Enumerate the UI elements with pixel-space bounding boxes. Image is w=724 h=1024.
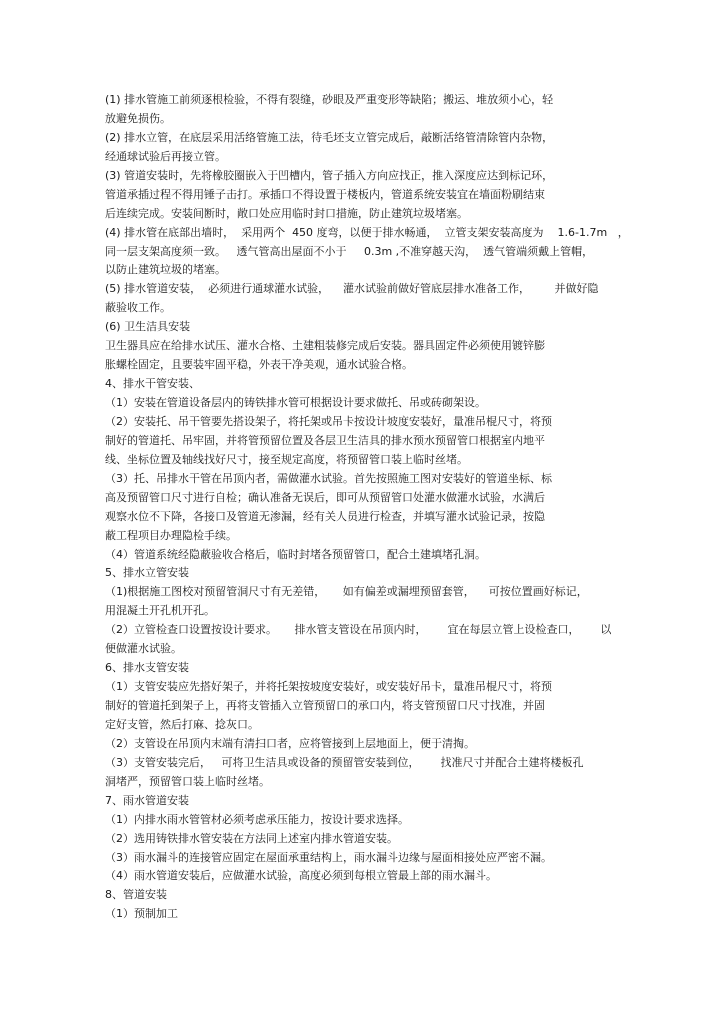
text-line: （2）安装托、吊干管要先搭设架子，将托架或吊卡按设计坡度安装好，量准吊棍尺寸，将预	[105, 414, 552, 428]
text-line: 用混凝土开孔机开孔。	[105, 604, 215, 618]
text-line: （2）立管检查口设置按设计要求。 排水管支管设在吊顶内时， 宜在每层立管上设检查口， 以	[105, 623, 612, 637]
document-body	[105, 91, 665, 924]
text-line: 制好的管道托、吊牢固，并将管预留位置及各层卫生洁具的排水预水预留管口根据室内地平	[105, 433, 545, 447]
text-line: (1) 排水管施工前须逐根检验，不得有裂缝，砂眼及严重变形等缺陷；搬运、堆放须小心，轻	[105, 93, 554, 106]
text-line: (5) 排水管道安装， 必须进行通球灌水试验， 灌水试验前做好管底层排水准备工作， 并做好隐	[105, 282, 599, 296]
text-line: 洞堵严，预留管口装上临时丝堵。	[105, 774, 270, 788]
text-line: (6) 卫生洁具安装	[105, 320, 191, 334]
text-line: （1）安装在管道设备层内的铸铁排水管可根据设计要求做托、吊或砖砌架设。	[105, 396, 486, 409]
text-line: （3）托、吊排水干管在吊顶内者，需做灌水试验。首先按照施工图对安装好的管道坐标、标	[105, 471, 552, 485]
text-line: （1）内排水雨水管管材必须考虑承压能力，按设计要求选择。	[105, 812, 409, 826]
text-line: 5、排水立管安装	[105, 566, 189, 580]
text-line: (2) 排水立管，在底层采用活络管施工法，待毛坯支立管完成后，敲断活络管清除管内杂物，	[105, 130, 554, 144]
text-line: 蔽工程项目办理隐检手续。	[105, 528, 237, 542]
text-line: 定好支管，然后打麻、捻灰口。	[105, 717, 259, 731]
text-line: 放避免损伤。	[105, 111, 171, 125]
text-line: 后连续完成。安装间断时，敞口处应用临时封口措施，防止建筑垃圾堵塞。	[105, 206, 468, 220]
text-line: (4) 排水管在底部出墙时， 采用两个 450 度弯，以便于排水畅通， 立管支架安装高度为 1.6-1.7m ，	[105, 225, 629, 239]
text-line: 观察水位不下降，各接口及管道无渗漏，经有关人员进行检查，并填写灌水试验记录，按隐	[105, 509, 545, 523]
text-line: (3) 管道安装时，先将橡胶圈嵌入于凹槽内，管子插入方向应找正，推入深度应达到标记环，	[105, 168, 554, 182]
text-line: 卫生器具应在给排水试压、灌水合格、土建粗装修完成后安装。器具固定件必须使用镀锌膨	[105, 339, 545, 353]
text-line: （1)根据施工图校对预留管洞尺寸有无差错， 如有偏差或漏埋预留套管， 可按位置画好标记，	[105, 585, 588, 599]
text-line: 便做灌水试验。	[105, 642, 182, 656]
text-line: 高及预留管口尺寸进行自检；确认准备无误后，即可从预留管口处灌水做灌水试验，水满后	[105, 490, 545, 504]
text-line: 胀螺栓固定，且要装牢固平稳，外表干净美观，通水试验合格。	[105, 358, 413, 372]
text-line: 7、雨水管道安装	[105, 793, 189, 807]
text-line: 6、排水支管安装	[105, 661, 189, 675]
text-line: （1）支管安装应先搭好架子，并将托架按坡度安装好，或安装好吊卡，量准吊棍尺寸，将预	[105, 680, 552, 694]
text-line: （3）支管安装完后， 可将卫生洁具或设备的预留管安装到位， 找准尺寸并配合土建将楼板孔	[105, 755, 584, 769]
text-line: （2）支管设在吊顶内末端有清扫口者，应将管接到上层地面上，便于清掏。	[105, 736, 475, 750]
text-line: 同一层支架高度须一致。 透气管高出屋面不小于 0.3m ,不准穿越天沟， 透气管端须戴上管帽，	[105, 244, 594, 258]
text-line: 线、坐标位置及轴线找好尺寸，接至规定高度，将预留管口装上临时丝堵。	[105, 452, 468, 466]
text-line: 8、管道安装	[105, 888, 167, 902]
text-line: 经通球试验后再接立管。	[105, 149, 226, 163]
text-line: 管道承插过程不得用锤子击打。承插口不得设置于楼板内，管道系统安装宜在墙面粉刷结束	[105, 187, 545, 201]
text-line: 制好的管道托到架子上，再将支管插入立管预留口的承口内，将支管预留口尺寸找准，并固	[105, 699, 545, 712]
text-line: 蔽验收工作。	[105, 301, 171, 315]
text-line: （3）雨水漏斗的连接管应固定在屋面承重结构上，雨水漏斗边缘与屋面相接处应严密不漏。	[105, 850, 552, 864]
text-line: （4）管道系统经隐蔽验收合格后，临时封堵各预留管口，配合土建填堵孔洞。	[105, 547, 486, 561]
text-line: 4、排水干管安装、	[105, 377, 200, 391]
text-line: （1）预制加工	[105, 907, 178, 921]
text-line: （2）选用铸铁排水管安装在方法同上述室内排水管道安装。	[105, 831, 398, 845]
text-line: （4）雨水管道安装后，应做灌水试验，高度必须到每根立管最上部的雨水漏斗。	[105, 869, 497, 883]
text-line: 以防止建筑垃圾的堵塞。	[105, 263, 226, 277]
